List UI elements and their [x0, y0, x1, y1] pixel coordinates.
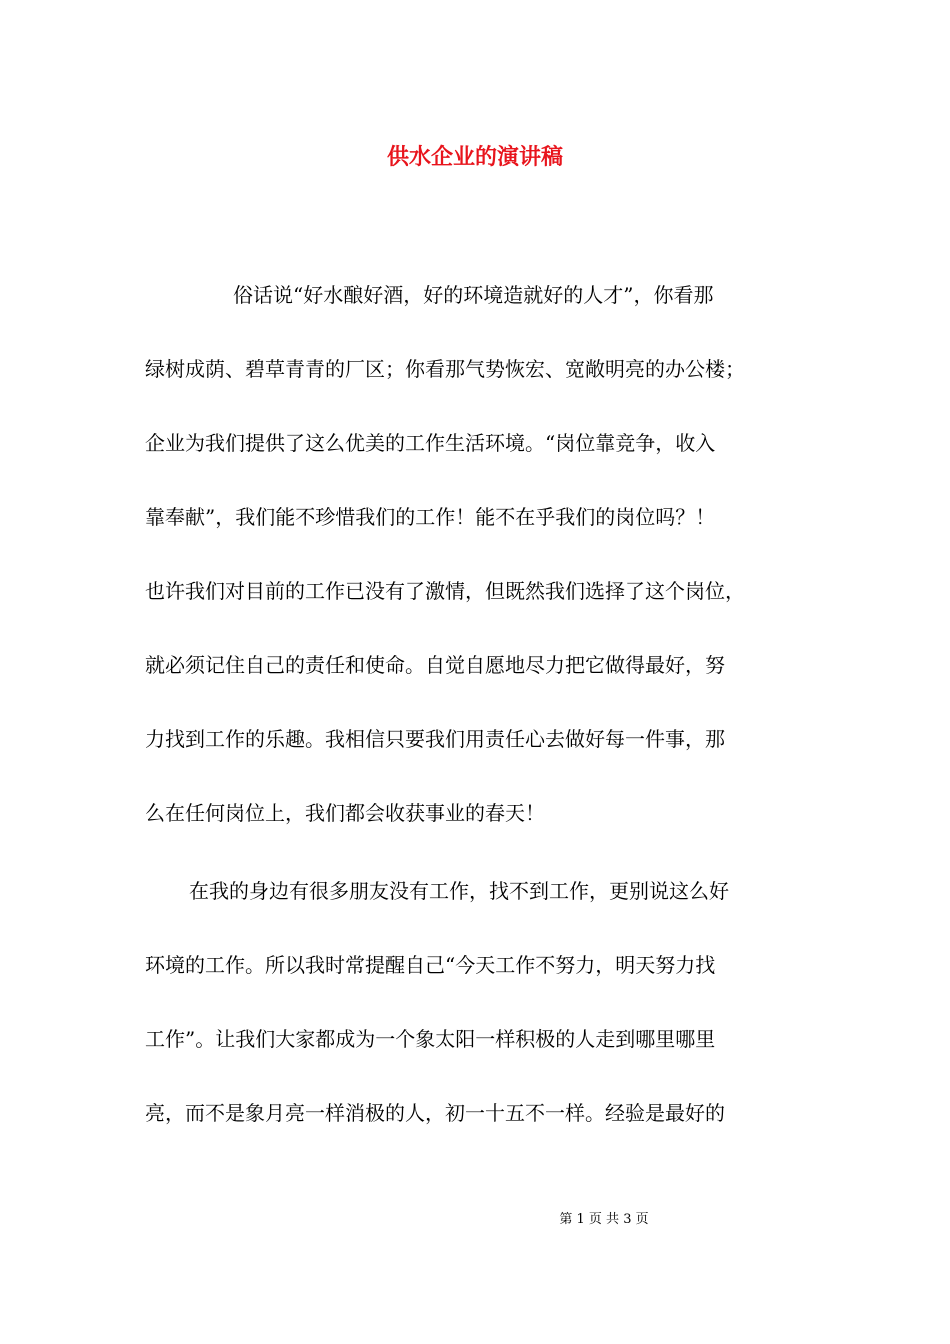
text-line: 亮，而不是象月亮一样消极的人，初一十五不一样。经验是最好的 — [145, 1101, 725, 1125]
page-number: 第 1 页 共 3 页 — [559, 1212, 649, 1227]
text-line: 力找到工作的乐趣。我相信只要我们用责任心去做好每一件事，那 — [145, 727, 725, 751]
text-line: 也许我们对目前的工作已没有了激情，但既然我们选择了这个岗位， — [145, 579, 745, 603]
text-line: 绿树成荫、碧草青青的厂区；你看那气势恢宏、宽敞明亮的办公楼； — [145, 357, 745, 381]
text-line: 就必须记住自己的责任和使命。自觉自愿地尽力把它做得最好，努 — [145, 653, 725, 677]
text-line: 环境的工作。所以我时常提醒自己“今天工作不努力，明天努力找 — [145, 953, 716, 977]
document-title: 供水企业的演讲稿 — [386, 144, 563, 170]
text-line: 靠奉献”，我们能不珍惜我们的工作！能不在乎我们的岗位吗？！ — [145, 505, 716, 529]
text-line: 工作”。让我们大家都成为一个象太阳一样积极的人走到哪里哪里 — [145, 1027, 716, 1051]
text-line: 企业为我们提供了这么优美的工作生活环境。“岗位靠竞争，收入 — [145, 431, 716, 455]
text-line: 么在任何岗位上，我们都会收获事业的春天！ — [145, 801, 545, 825]
text-line: 在我的身边有很多朋友没有工作，找不到工作，更别说这么好 — [189, 879, 729, 903]
text-line: 俗话说“好水酿好酒，好的环境造就好的人才”，你看那 — [233, 283, 714, 307]
